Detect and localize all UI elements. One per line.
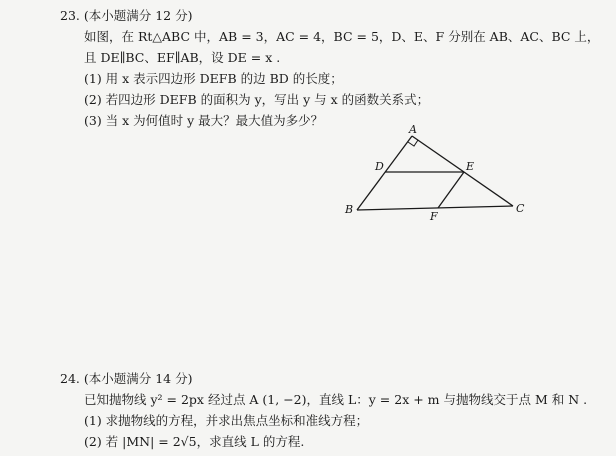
q23-stem-line2: 且 DE∥BC、EF∥AB，设 DE = x . (84, 50, 281, 65)
right-angle-mark (408, 140, 418, 146)
q24-score: (本小题满分 14 分) (83, 371, 193, 386)
segment-ab (357, 136, 412, 210)
segment-ef (438, 172, 464, 208)
q23-stem-line1: 如图，在 Rt△ABC 中，AB = 3，AC = 4，BC = 5，D、E、F 分别在 AB、AC、BC 上， (84, 29, 600, 44)
q23-score: (本小题满分 12 分) (83, 8, 193, 23)
q24-header (60, 371, 192, 387)
label-b: B (345, 203, 354, 216)
q23-part3: (3) 当 x 为何值时 y 最大？最大值为多少？ (84, 113, 324, 128)
q24-stem: 已知抛物线 y² = 2px 经过点 A (1, −2)，直线 L：y = 2x + m 与抛物线交于点 M 和 N . (84, 392, 588, 407)
q23-part1: (1) 用 x 表示四边形 DEFB 的边 BD 的长度； (84, 71, 343, 86)
segment-ac (412, 136, 513, 206)
label-c: C (516, 202, 525, 215)
label-f: F (430, 210, 438, 223)
q23-number: 23. (60, 8, 80, 23)
label-d: D (375, 160, 384, 173)
label-e: E (466, 160, 475, 173)
q24-number: 24. (60, 371, 80, 386)
label-a: A (409, 123, 417, 136)
q23-part2: (2) 若四边形 DEFB 的面积为 y，写出 y 与 x 的函数关系式； (84, 92, 430, 107)
q24-part1: (1) 求抛物线的方程，并求出焦点坐标和准线方程； (84, 413, 369, 428)
q24-part2: (2) 若 |MN| = 2√5，求直线 L 的方程. (84, 434, 305, 449)
